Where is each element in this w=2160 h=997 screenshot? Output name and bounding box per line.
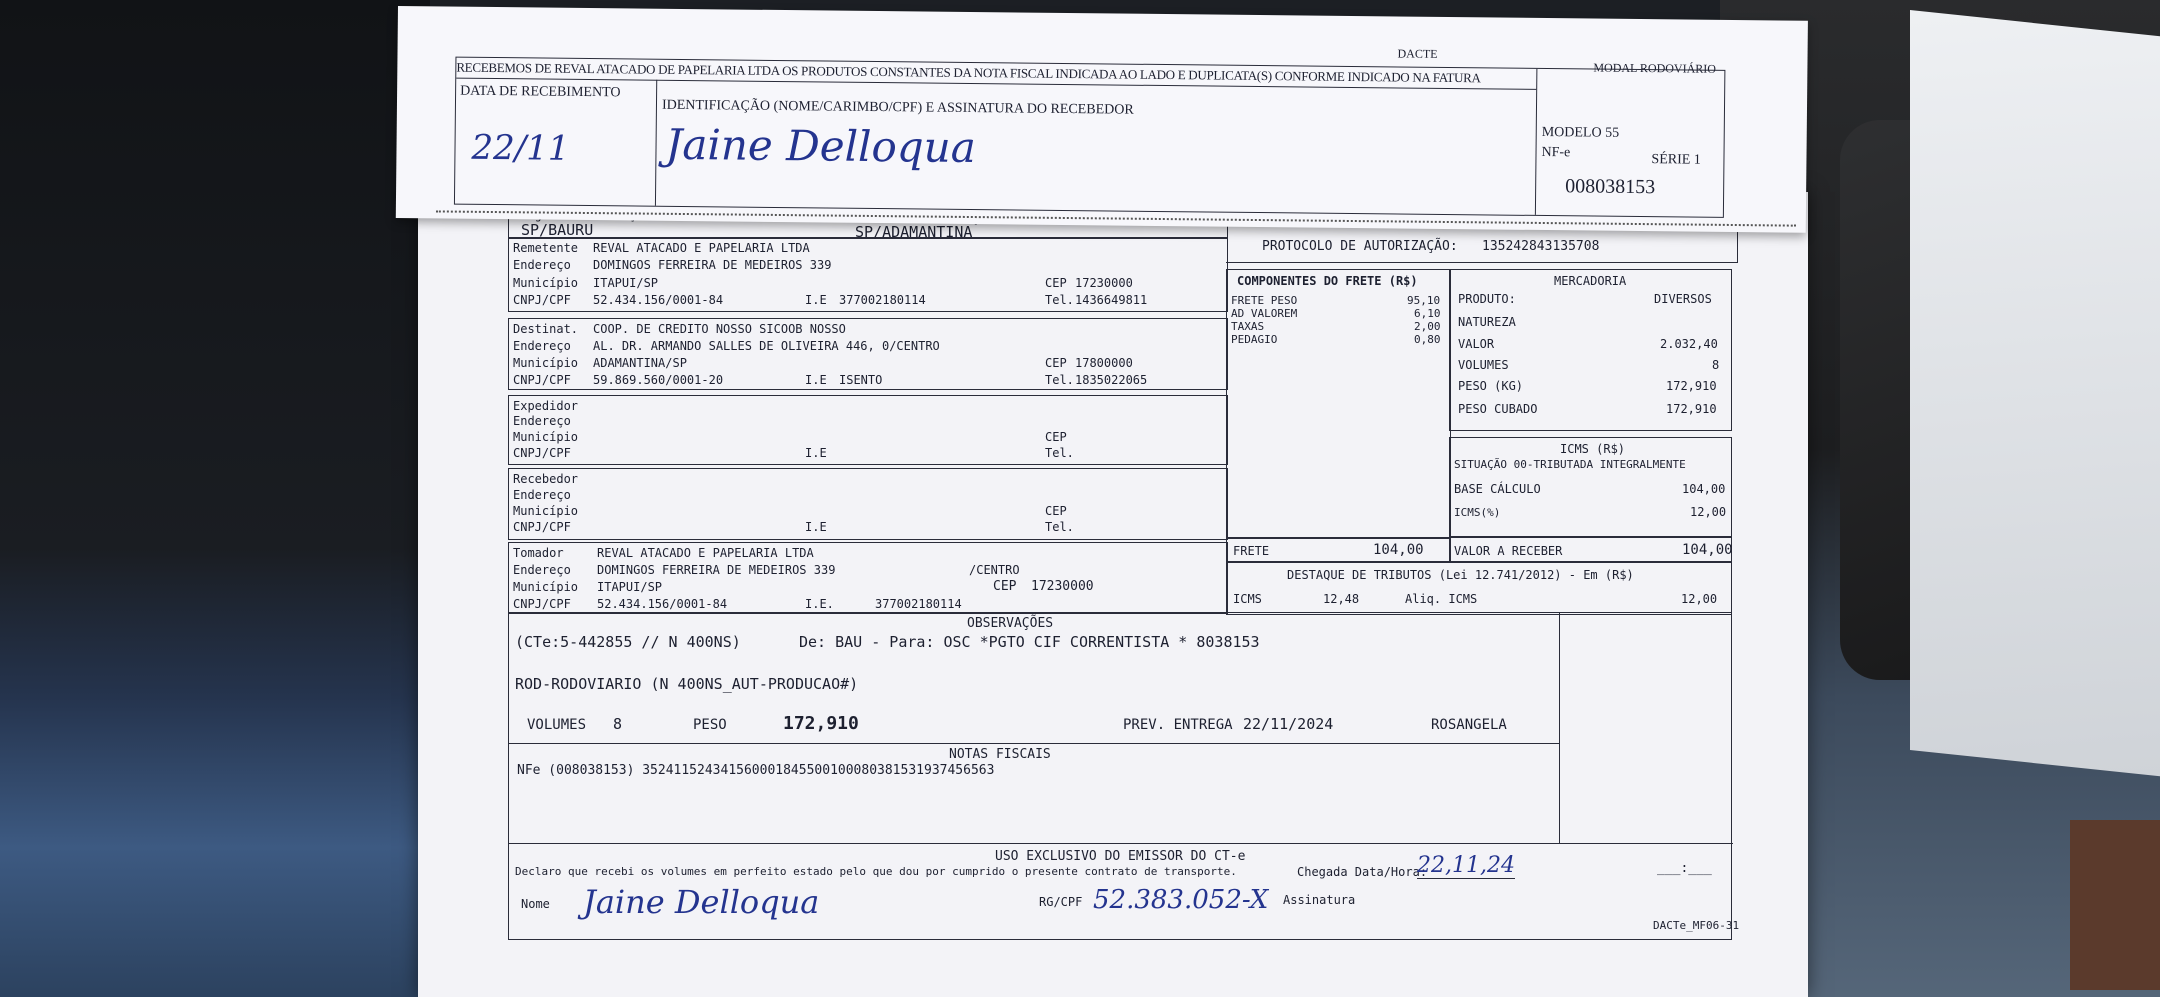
- recebedor-box: [508, 468, 1228, 540]
- stub-number: 008038153: [1565, 175, 1656, 199]
- expedidor-endereco-label: Endereço: [513, 414, 571, 428]
- remetente-tel-label: Tel.: [1045, 293, 1074, 307]
- emissor-title: USO EXCLUSIVO DO EMISSOR DO CT-e: [995, 849, 1246, 864]
- frete-item-value: 2,00: [1414, 320, 1441, 333]
- observacoes-line2: ROD-RODOVIARIO (N 400NS_AUT-PRODUCAO#): [515, 675, 859, 693]
- observacoes-line1: (CTe:5-442855 // N 400NS): [515, 633, 741, 651]
- expedidor-box: [508, 395, 1228, 465]
- frete-total-box: [1226, 537, 1451, 563]
- stub-serie: SÉRIE 1: [1651, 152, 1701, 168]
- recebedor-tel-label: Tel.: [1045, 520, 1074, 534]
- icms-pct-value: 12,00: [1690, 505, 1727, 519]
- mercadoria-cubado-value: 172,910: [1666, 402, 1717, 416]
- protocolo-value: 135242843135708: [1482, 239, 1600, 254]
- remetente-cnpj: 52.434.156/0001-84: [593, 293, 724, 307]
- tomador-ie-label: I.E.: [805, 597, 834, 611]
- recebedor-municipio-label: Município: [513, 504, 579, 518]
- destinatario-label: Destinat.: [513, 322, 579, 336]
- frete-item-label: TAXAS: [1231, 320, 1265, 333]
- observacoes-volumes-label: VOLUMES: [527, 717, 587, 733]
- origem-value: SP/BAURU: [521, 221, 594, 239]
- emissor-rg-value: 52.383.052-X: [1093, 885, 1269, 915]
- tomador-bairro: /CENTRO: [969, 563, 1020, 577]
- destinatario-municipio-label: Município: [513, 356, 579, 370]
- remetente-label: Remetente: [513, 241, 579, 255]
- mercadoria-volumes-label: VOLUMES: [1458, 358, 1509, 372]
- tributos-box: [1226, 561, 1732, 615]
- notas-divider: [509, 743, 1559, 744]
- tomador-cnpj: 52.434.156/0001-84: [597, 597, 728, 611]
- remetente-endereco: DOMINGOS FERREIRA DE MEDEIROS 339: [593, 258, 832, 272]
- destinatario-ie-label: I.E: [805, 373, 827, 387]
- tomador-box: [508, 542, 1228, 614]
- stub-divider-v: [655, 80, 657, 206]
- valor-receber-label: VALOR A RECEBER: [1454, 544, 1563, 558]
- observacoes-peso-label: PESO: [693, 717, 727, 733]
- expedidor-ie-label: I.E: [805, 446, 827, 460]
- stub-dacte-label: DACTE: [1397, 46, 1438, 61]
- stub-signature: Jaine Delloqua: [665, 119, 977, 173]
- mercadoria-peso-value: 172,910: [1666, 379, 1717, 393]
- tributos-title: DESTAQUE DE TRIBUTOS (Lei 12.741/2012) - Em (R$): [1287, 568, 1634, 582]
- mercadoria-title: MERCADORIA: [1554, 274, 1627, 288]
- remetente-endereco-label: Endereço: [513, 258, 571, 272]
- stub-modal-label: MODAL RODOVIÁRIO: [1593, 60, 1717, 76]
- destinatario-endereco: AL. DR. ARMANDO SALLES DE OLIVEIRA 446, 0/CENTRO: [593, 339, 940, 353]
- emissor-rg-label: RG/CPF: [1039, 895, 1083, 909]
- observacoes-line1b: De: BAU - Para: OSC *PGTO CIF CORRENTISTA * 8038153: [799, 633, 1260, 651]
- remetente-cep-label: CEP: [1045, 276, 1067, 290]
- receipt-stub: [396, 6, 1808, 233]
- remetente-municipio-label: Município: [513, 276, 579, 290]
- stub-ident-label: IDENTIFICAÇÃO (NOME/CARIMBO/CPF) E ASSINATURA DO RECEBEDOR: [661, 97, 1134, 118]
- icms-base-value: 104,00: [1682, 482, 1726, 496]
- tomador-municipio: ITAPUI/SP: [597, 580, 663, 594]
- destinatario-tel-label: Tel.: [1045, 373, 1074, 387]
- recebedor-endereco-label: Endereço: [513, 488, 571, 502]
- tomador-cep-label: CEP: [993, 579, 1017, 594]
- remetente-ie: 377002180114: [839, 293, 926, 307]
- tributos-icms-label: ICMS: [1233, 592, 1262, 606]
- emissor-assinatura-label: Assinatura: [1283, 893, 1356, 907]
- icms-box: [1449, 437, 1732, 537]
- tomador-cep: 17230000: [1031, 579, 1094, 594]
- mercadoria-valor-label: VALOR: [1458, 337, 1495, 351]
- stub-modelo: MODELO 55: [1541, 124, 1620, 141]
- tributos-aliq-label: Aliq. ICMS: [1405, 592, 1478, 606]
- frete-item-label: PEDAGIO: [1231, 333, 1278, 346]
- valor-receber-box: [1449, 537, 1732, 563]
- dacte-document: [418, 192, 1808, 997]
- destino-value: SP/ADAMANTINA: [855, 223, 973, 241]
- tomador-ie: 377002180114: [875, 597, 962, 611]
- mercadoria-natureza-label: NATUREZA: [1458, 315, 1516, 329]
- mercadoria-cubado-label: PESO CUBADO: [1458, 402, 1538, 416]
- notas-line: NFe (008038153) 35241152434156000184550010008038153193745656​3: [517, 763, 995, 778]
- emissor-divider: [509, 843, 1733, 844]
- mercadoria-peso-label: PESO (KG): [1458, 379, 1524, 393]
- mercadoria-volumes-value: 8: [1712, 358, 1720, 372]
- remetente-box: [508, 237, 1228, 312]
- mercadoria-produto-value: DIVERSOS: [1654, 292, 1712, 306]
- expedidor-cnpj-label: CNPJ/CPF: [513, 446, 571, 460]
- emissor-chegada-label: Chegada Data/Hora:: [1297, 865, 1428, 879]
- observacoes-entrega-value: 22/11/2024: [1243, 715, 1334, 733]
- background-left: [0, 0, 430, 997]
- destinatario-endereco-label: Endereço: [513, 339, 571, 353]
- icms-situacao: SITUAÇÃO 00-TRIBUTADA INTEGRALMENTE: [1454, 458, 1686, 471]
- remetente-cnpj-label: CNPJ/CPF: [513, 293, 571, 307]
- emissor-nome-label: Nome: [521, 897, 550, 911]
- background-paper-flap: [1910, 10, 2160, 776]
- frete-total-label: FRETE: [1233, 544, 1270, 558]
- stub-frame: [454, 57, 1725, 218]
- destinatario-cep-label: CEP: [1045, 356, 1067, 370]
- recebedor-cep-label: CEP: [1045, 504, 1067, 518]
- recebedor-label: Recebedor: [513, 472, 579, 486]
- expedidor-label: Expedidor: [513, 399, 579, 413]
- emissor-declaro: Declaro que recebi os volumes em perfeito estado pelo que dou por cumprido o presente contrato de transporte.: [515, 865, 1237, 878]
- destinatario-municipio: ADAMANTINA/SP: [593, 356, 687, 370]
- expedidor-municipio-label: Município: [513, 430, 579, 444]
- remetente-name: REVAL ATACADO E PAPELARIA LTDA: [593, 241, 810, 255]
- emissor-nome-value: Jaine Delloqua: [583, 883, 820, 921]
- remetente-ie-label: I.E: [805, 293, 827, 307]
- tomador-endereco-label: Endereço: [513, 563, 571, 577]
- observacoes-entrega-label: PREV. ENTREGA: [1123, 717, 1233, 733]
- frete-item-label: AD VALOREM: [1231, 307, 1298, 320]
- emissor-code: DACTe_MF06-31: [1653, 919, 1740, 932]
- tomador-name: REVAL ATACADO E PAPELARIA LTDA: [597, 546, 814, 560]
- protocolo-label: PROTOCOLO DE AUTORIZAÇÃO:: [1262, 239, 1458, 254]
- observacoes-atendente: ROSANGELA: [1431, 717, 1507, 733]
- remetente-cep: 17230000: [1075, 276, 1133, 290]
- stub-nfe: NF-e: [1541, 144, 1571, 161]
- mercadoria-produto-label: PRODUTO:: [1458, 292, 1516, 306]
- icms-pct-label: ICMS(%): [1454, 506, 1501, 519]
- observacoes-divider: [1559, 613, 1560, 843]
- destinatario-cep: 17800000: [1075, 356, 1133, 370]
- destinatario-name: COOP. DE CREDITO NOSSO SICOOB NOSSO: [593, 322, 846, 336]
- tributos-icms-value: 12,48: [1323, 592, 1360, 606]
- valor-receber-value: 104,00: [1682, 542, 1733, 558]
- stub-date-value: 22/11: [471, 127, 570, 169]
- destinatario-cnpj: 59.869.560/0001-20: [593, 373, 724, 387]
- recebedor-cnpj-label: CNPJ/CPF: [513, 520, 571, 534]
- stub-received-text: RECEBEMOS DE REVAL ATACADO DE PAPELARIA LTDA OS PRODUTOS CONSTANTES DA NOTA FISCAL INDICADA AO LADO E DUPLICATA(S) CONFORME INDICADO NA FATURA: [456, 59, 1481, 86]
- tributos-aliq-value: 12,00: [1681, 592, 1718, 606]
- frete-item-value: 0,80: [1414, 333, 1441, 346]
- frete-item-value: 6,10: [1414, 307, 1441, 320]
- expedidor-tel-label: Tel.: [1045, 446, 1074, 460]
- destinatario-box: [508, 318, 1228, 390]
- tomador-endereco: DOMINGOS FERREIRA DE MEDEIROS 339: [597, 563, 836, 577]
- background-strap: [2070, 820, 2160, 990]
- icms-base-label: BASE CÁLCULO: [1454, 482, 1541, 496]
- frete-item-value: 95,10: [1407, 294, 1441, 307]
- destinatario-tel: 1835022065: [1075, 373, 1148, 387]
- frete-total-value: 104,00: [1373, 542, 1424, 558]
- tomador-cnpj-label: CNPJ/CPF: [513, 597, 571, 611]
- tomador-municipio-label: Município: [513, 580, 579, 594]
- expedidor-cep-label: CEP: [1045, 430, 1067, 444]
- observacoes-box: [508, 612, 1740, 940]
- mercadoria-box: [1449, 269, 1732, 431]
- frete-componentes-title: COMPONENTES DO FRETE (R$): [1237, 274, 1418, 288]
- mercadoria-valor-value: 2.032,40: [1660, 337, 1718, 351]
- frete-item-label: FRETE PESO: [1231, 294, 1298, 307]
- frete-componentes-box: [1226, 269, 1451, 539]
- observacoes-volumes-value: 8: [613, 715, 623, 733]
- remetente-municipio: ITAPUI/SP: [593, 276, 659, 290]
- emissor-chegada-value: 22,11,24: [1417, 853, 1515, 878]
- observacoes-title: OBSERVAÇÕES: [967, 616, 1054, 631]
- recebedor-ie-label: I.E: [805, 520, 827, 534]
- icms-title: ICMS (R$): [1560, 442, 1626, 456]
- remetente-tel: 1436649811: [1075, 293, 1148, 307]
- destinatario-ie: ISENTO: [839, 373, 883, 387]
- destinatario-cnpj-label: CNPJ/CPF: [513, 373, 571, 387]
- tomador-label: Tomador: [513, 546, 564, 560]
- emissor-hora-value: ___:___: [1657, 861, 1712, 876]
- notas-title: NOTAS FISCAIS: [949, 747, 1051, 762]
- observacoes-peso-value: 172,910: [783, 713, 859, 734]
- stub-divider-v2: [1535, 69, 1538, 215]
- stub-date-label: DATA DE RECEBIMENTO: [460, 83, 621, 101]
